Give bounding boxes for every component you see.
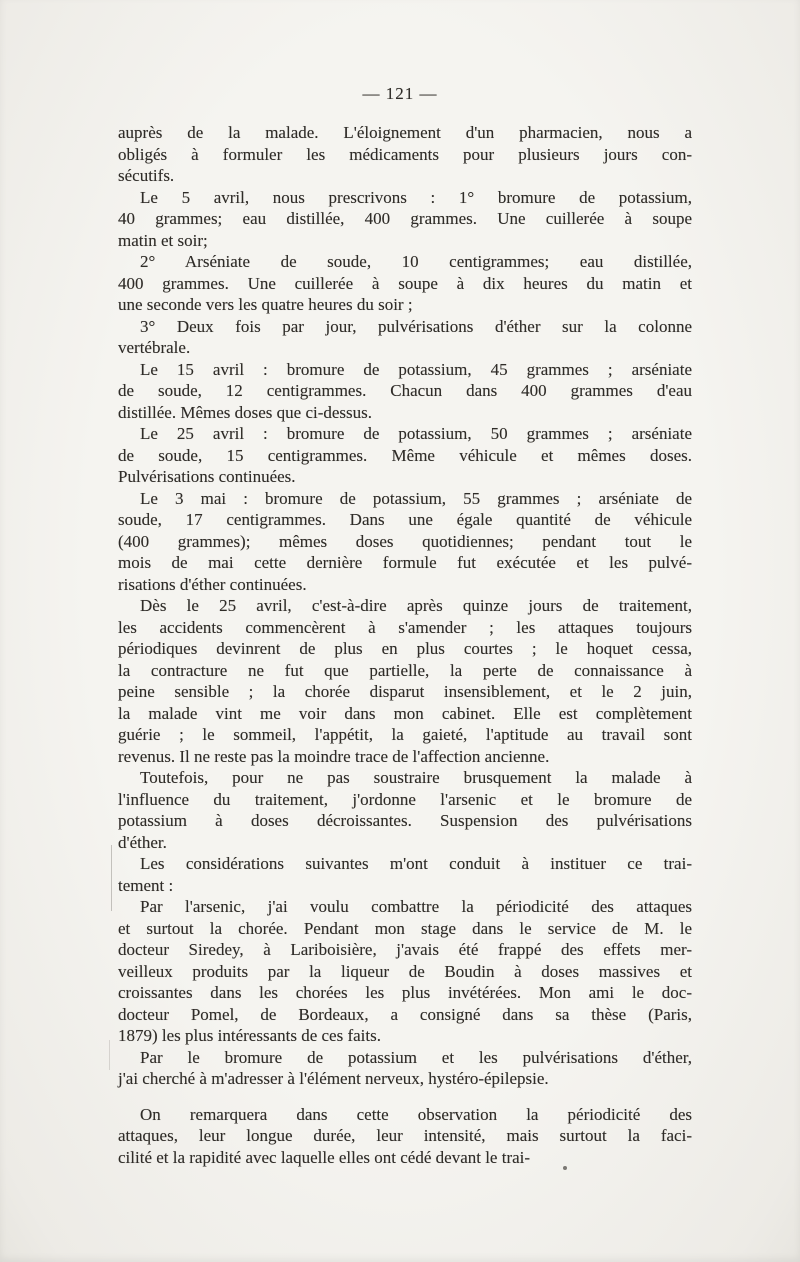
text-line: matin et soir; xyxy=(118,230,208,250)
text-line: périodiques devinrent de plus en plus courtes ; le hoquet cessa, xyxy=(118,639,692,658)
text-line: Le 3 mai : bromure de potassium, 55 grammes ; arséniate de xyxy=(140,488,692,508)
paragraph xyxy=(118,423,692,488)
paragraph xyxy=(118,767,692,853)
text-line: 40 grammes; eau distillée, 400 grammes. Une cuillerée à soupe xyxy=(118,209,692,228)
text-line: attaques, leur longue durée, leur intensité, mais surtout la faci- xyxy=(118,1126,692,1145)
text-line: mois de mai cette dernière formule fut exécutée et les pulvé- xyxy=(118,553,692,572)
text-line: 2° Arséniate de soude, 10 centigrammes; eau distillée, xyxy=(140,252,692,271)
page-text xyxy=(118,122,692,1168)
scan-artifact-line xyxy=(111,845,112,911)
paragraph xyxy=(118,896,692,1047)
text-line: veilleux produits par la liqueur de Boudin à doses massives et xyxy=(118,961,692,981)
text-line: Les considérations suivantes m'ont conduit à instituer ce trai- xyxy=(140,854,692,873)
paragraph xyxy=(118,316,692,359)
paragraph xyxy=(118,1104,692,1169)
text-line: potassium à doses décroissantes. Suspension des pulvérisations xyxy=(118,811,692,830)
text-line: d'éther. xyxy=(118,832,167,852)
text-line: Pulvérisations continuées. xyxy=(118,467,296,486)
text-line: 400 grammes. Une cuillerée à soupe à dix heures du matin et xyxy=(118,273,692,293)
text-line: docteur Siredey, à Lariboisière, j'avais été frappé des effets mer- xyxy=(118,940,692,959)
text-line: et surtout la chorée. Pendant mon stage dans le service de M. le xyxy=(118,918,692,938)
text-line: auprès de la malade. L'éloignement d'un pharmacien, nous a xyxy=(118,123,692,142)
text-line: une seconde vers les quatre heures du soir ; xyxy=(118,295,413,314)
text-line: distillée. Mêmes doses que ci-dessus. xyxy=(118,402,373,422)
text-line: soude, 17 centigrammes. Dans une égale quantité de véhicule xyxy=(118,510,692,529)
text-line: l'influence du traitement, j'ordonne l'arsenic et le bromure de xyxy=(118,789,692,809)
text-line: revenus. Il ne reste pas la moindre trace de l'affection ancienne. xyxy=(118,746,550,766)
paragraph xyxy=(118,359,692,424)
text-line: Le 25 avril : bromure de potassium, 50 grammes ; arséniate xyxy=(140,424,692,443)
text-line: Le 15 avril : bromure de potassium, 45 grammes ; arséniate xyxy=(140,359,692,379)
text-line: de soude, 15 centigrammes. Même véhicule et mêmes doses. xyxy=(118,445,692,465)
paragraph xyxy=(118,1047,692,1090)
scan-artifact-line-2 xyxy=(109,1040,110,1070)
text-line: 1879) les plus intéressants de ces faits. xyxy=(118,1026,381,1045)
text-line: obligés à formuler les médicaments pour plusieurs jours con- xyxy=(118,144,692,164)
text-line: 3° Deux fois par jour, pulvérisations d'éther sur la colonne xyxy=(140,316,692,336)
paragraph xyxy=(118,595,692,767)
text-line: Par l'arsenic, j'ai voulu combattre la périodicité des attaques xyxy=(140,897,692,916)
text-line: peine sensible ; la chorée disparut insensiblement, et le 2 juin, xyxy=(118,682,692,701)
text-line: Toutefois, pour ne pas soustraire brusquement la malade à xyxy=(140,768,692,787)
text-line: guérie ; le sommeil, l'appétit, la gaieté, l'aptitude au travail sont xyxy=(118,725,692,744)
paragraph xyxy=(118,251,692,316)
text-line: de soude, 12 centigrammes. Chacun dans 400 grammes d'eau xyxy=(118,381,692,400)
paragraph xyxy=(118,187,692,252)
text-line: (400 grammes); mêmes doses quotidiennes; pendant tout le xyxy=(118,531,692,551)
paragraph xyxy=(118,122,692,187)
text-line: Dès le 25 avril, c'est-à-dire après quinze jours de traitement, xyxy=(140,596,692,615)
text-line: risations d'éther continuées. xyxy=(118,574,307,594)
text-line: cilité et la rapidité avec laquelle elles ont cédé devant le trai- xyxy=(118,1147,531,1167)
text-line: tement : xyxy=(118,875,174,895)
scan-artifact-dot xyxy=(563,1166,567,1170)
text-line: Le 5 avril, nous prescrivons : 1° bromure de potassium, xyxy=(140,187,692,207)
text-line: la malade vint me voir dans mon cabinet. Elle est complètement xyxy=(118,703,692,723)
text-line: vertébrale. xyxy=(118,338,191,357)
text-line: la contracture ne fut que partielle, la perte de connaissance à xyxy=(118,660,692,680)
text-line: sécutifs. xyxy=(118,166,175,185)
text-line: Par le bromure de potassium et les pulvérisations d'éther, xyxy=(140,1047,692,1067)
paragraph xyxy=(118,488,692,596)
page-number: — 121 — xyxy=(362,84,438,103)
text-line: les accidents commencèrent à s'amender ; les attaques toujours xyxy=(118,617,692,637)
text-line: croissantes dans les chorées les plus invétérées. Mon ami le doc- xyxy=(118,983,692,1002)
paragraph xyxy=(118,853,692,896)
text-line: j'ai cherché à m'adresser à l'élément nerveux, hystéro-épilepsie. xyxy=(118,1069,549,1088)
text-line: On remarquera dans cette observation la périodicité des xyxy=(140,1104,692,1124)
text-line: docteur Pomel, de Bordeaux, a consigné dans sa thèse (Paris, xyxy=(118,1004,692,1024)
